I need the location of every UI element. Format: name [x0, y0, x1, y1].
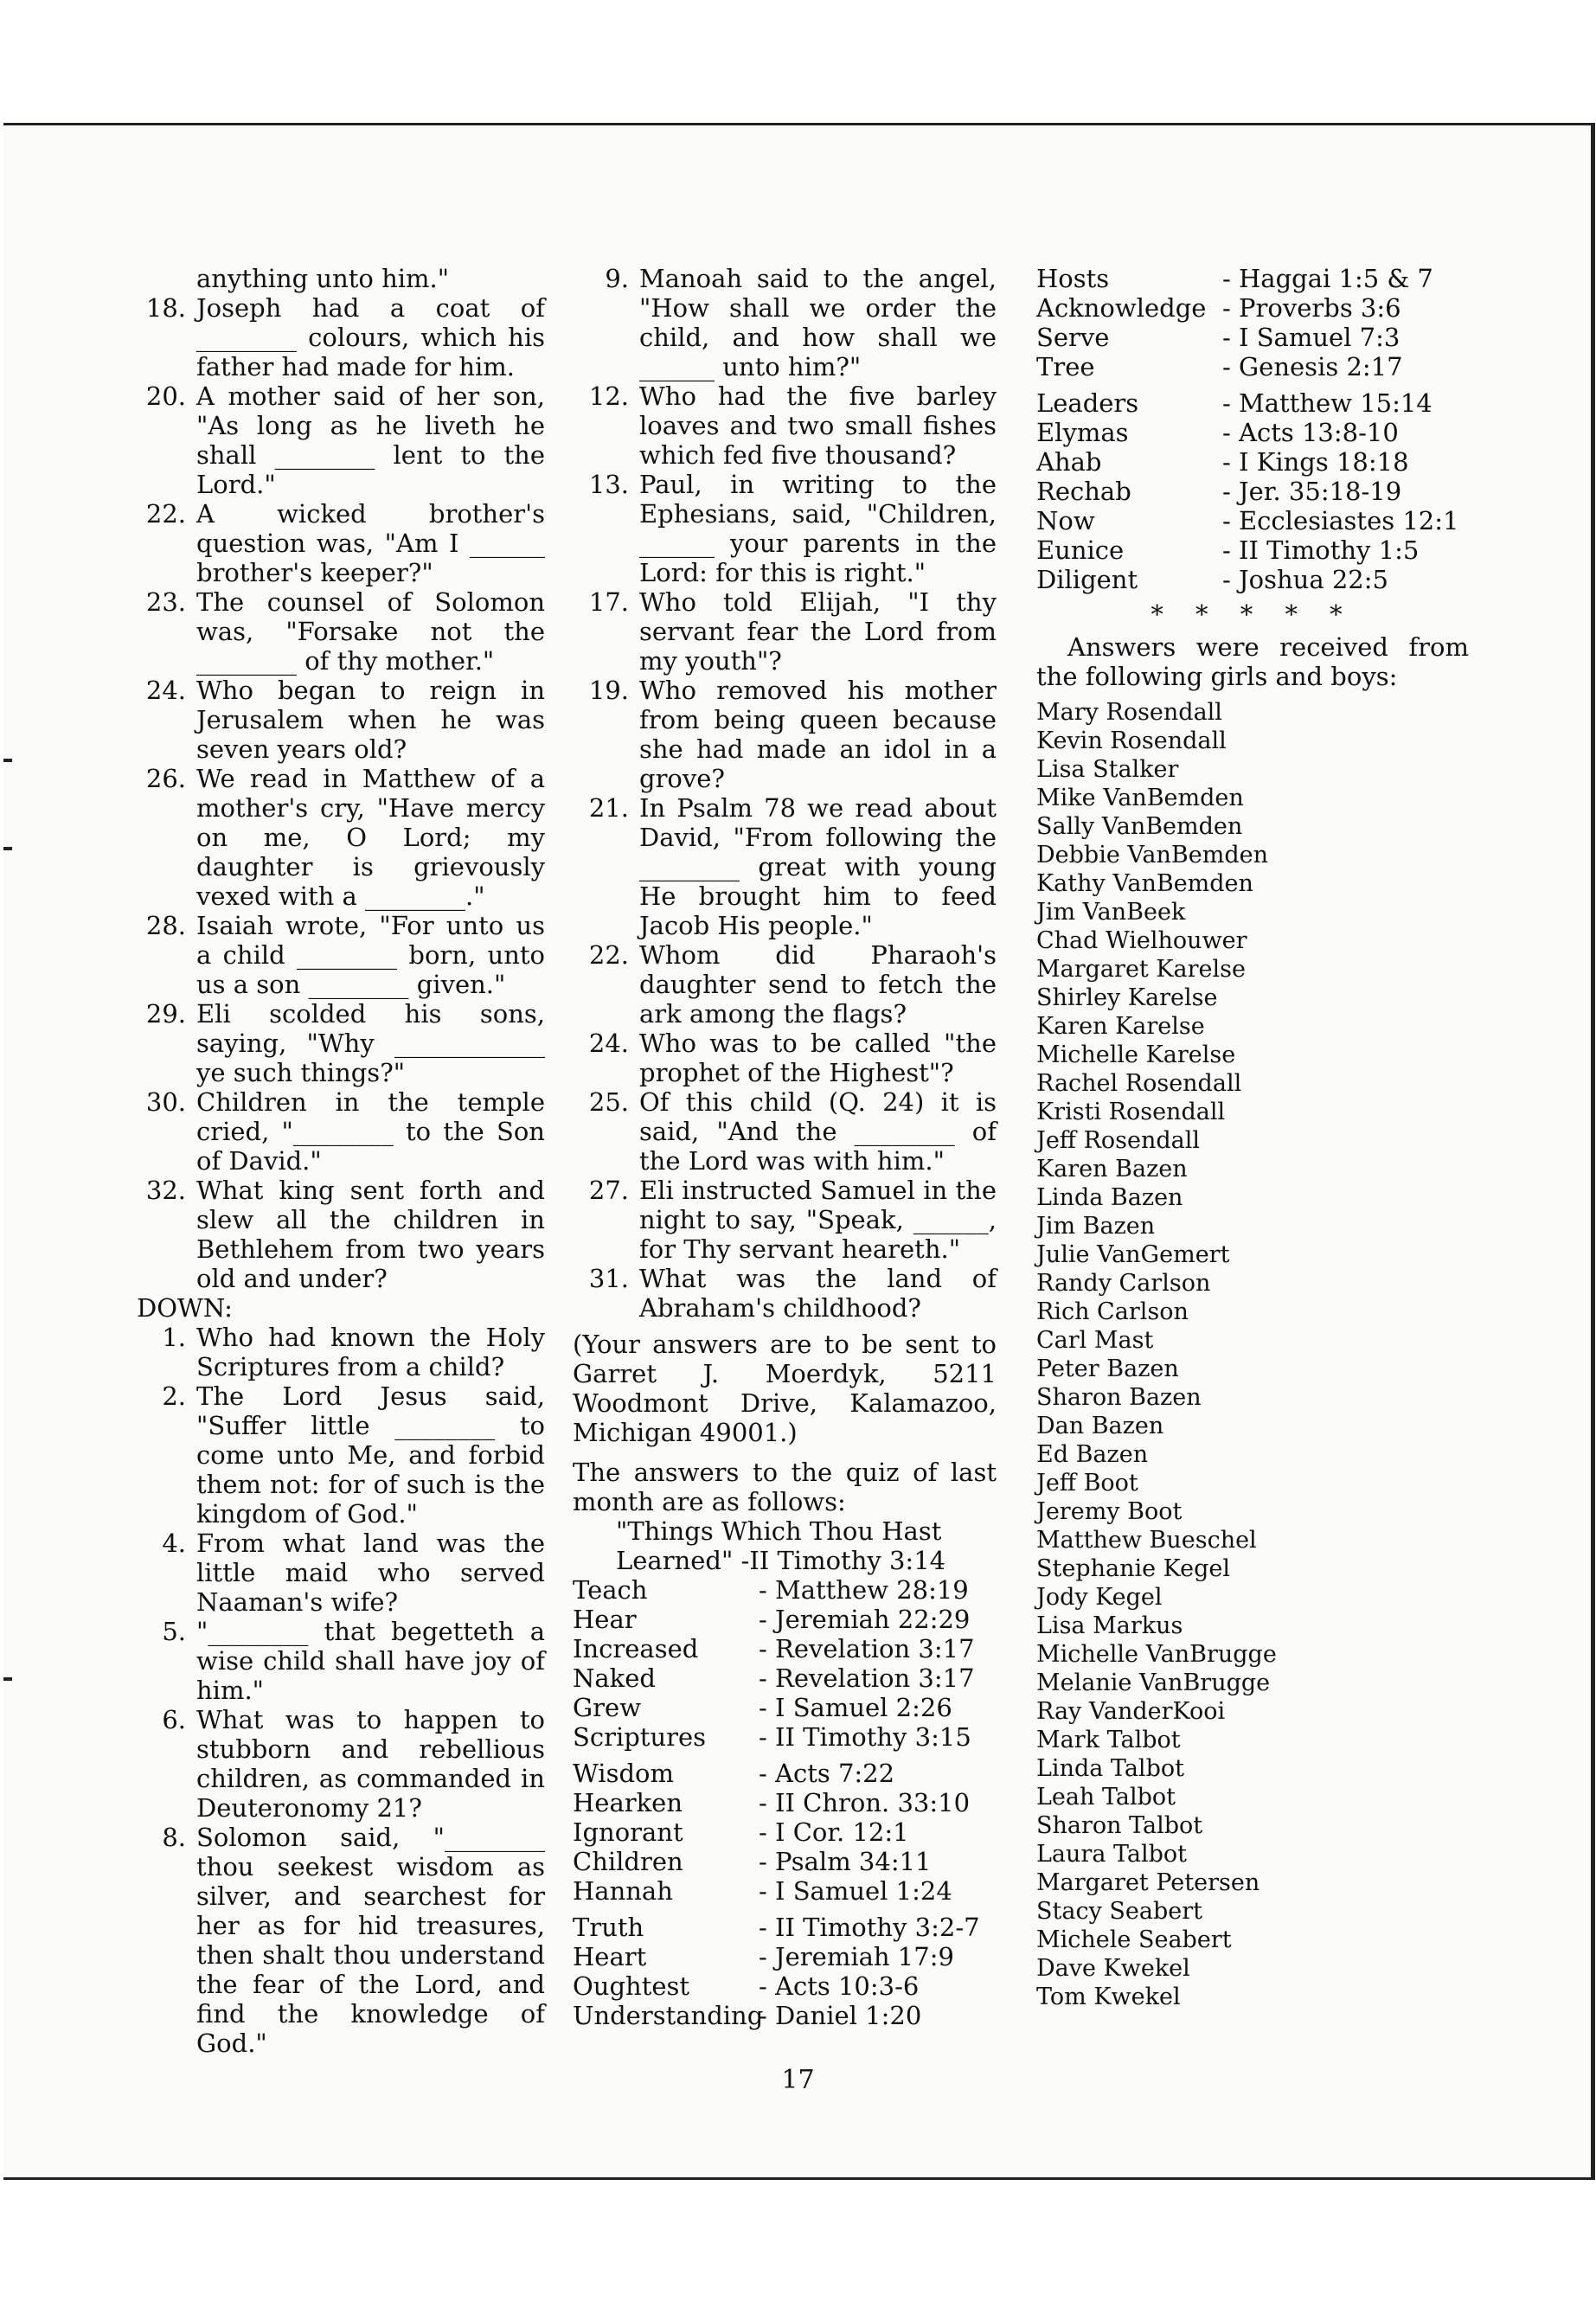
- respondent-name: Lisa Markus: [1036, 1612, 1183, 1639]
- clue-number: 24.: [588, 1029, 629, 1058]
- clue-text: Eli instructed Samuel in the night to say, "Speak, ______, for Thy servant heareth.": [639, 1176, 997, 1264]
- clue: [130, 587, 545, 676]
- answer-word: Serve: [1036, 323, 1110, 352]
- answer-word: Teach: [573, 1575, 648, 1605]
- clue-number: 22.: [588, 940, 629, 970]
- answers-table: [573, 1575, 997, 2030]
- clue-text: Solomon said, "________ thou seekest wisdom as silver, and searchest for her as for hid treasures, then shalt thou understand the fear of the Lord, and find the knowledge of God.": [196, 1823, 545, 2058]
- clue-number: 20.: [145, 381, 186, 411]
- margin-mark: [3, 1677, 12, 1681]
- down-clues-continued: [573, 264, 997, 1323]
- respondent-name: Michele Seabert: [1036, 1926, 1232, 1953]
- answer-reference: - Acts 10:3-6: [759, 1971, 920, 2001]
- clue-number: 5.: [162, 1617, 186, 1646]
- answer-reference: - Joshua 22:5: [1222, 565, 1388, 594]
- answer-reference: - Haggai 1:5 & 7: [1222, 264, 1433, 293]
- across-clues: [130, 293, 545, 1293]
- clue-text: Who had the five barley loaves and two small fishes which fed five thousand?: [639, 381, 997, 470]
- quiz-title: "Things Which Thou Hast Learned" -II Timothy 3:14: [616, 1516, 946, 1575]
- clue: [573, 587, 997, 676]
- answer-reference: - II Chron. 33:10: [759, 1788, 971, 1817]
- column-1: [130, 264, 545, 2058]
- answer-row: [1036, 388, 1469, 418]
- respondent-name: Linda Talbot: [1036, 1755, 1184, 1782]
- answer-word: Acknowledge: [1036, 293, 1207, 323]
- respondents-list: [1036, 698, 1469, 2011]
- down-heading: DOWN:: [137, 1293, 233, 1323]
- group-gap: [573, 1752, 997, 1759]
- respondent-name: Mike VanBemden: [1036, 785, 1244, 811]
- clue-text: Who had known the Holy Scriptures from a child?: [196, 1323, 545, 1381]
- answer-reference: - Revelation 3:17: [759, 1663, 975, 1693]
- answer-word: Leaders: [1036, 388, 1139, 418]
- clue: [130, 764, 545, 911]
- clue-text: Joseph had a coat of ________ colours, which his father had made for him.: [196, 293, 545, 381]
- respondent-name: Jeff Boot: [1036, 1470, 1138, 1497]
- clue: [573, 381, 997, 470]
- clue-number: 1.: [162, 1323, 186, 1352]
- answer-reference: - Daniel 1:20: [759, 2001, 922, 2030]
- answer-row: [1036, 293, 1469, 323]
- answer-row: [573, 1971, 997, 2001]
- clue: [573, 264, 997, 381]
- answer-row: [1036, 264, 1469, 293]
- answer-word: Rechab: [1036, 477, 1131, 506]
- respondent-name: Michelle VanBrugge: [1036, 1641, 1277, 1668]
- clue: [573, 1176, 997, 1264]
- down-clues: [130, 1323, 545, 2058]
- answer-row: [1036, 535, 1469, 565]
- clue-text: Who began to reign in Jerusalem when he was seven years old?: [196, 676, 545, 764]
- answer-row: [573, 1788, 997, 1817]
- answer-row: [573, 1817, 997, 1847]
- respondent-name: Laura Talbot: [1036, 1841, 1188, 1868]
- answer-word: Children: [573, 1847, 683, 1876]
- respondent-name: Debbie VanBemden: [1036, 842, 1268, 868]
- clue-number: 31.: [588, 1264, 629, 1293]
- clue: [130, 381, 545, 499]
- answer-word: Understanding: [573, 2001, 764, 2030]
- answer-reference: - I Cor. 12:1: [759, 1817, 909, 1847]
- respondent-name: Shirley Karelse: [1036, 984, 1218, 1011]
- respondent-name: Leah Talbot: [1036, 1784, 1176, 1811]
- answer-word: Hannah: [573, 1876, 673, 1906]
- clue: [130, 499, 545, 587]
- respondent-name: Sally VanBemden: [1036, 813, 1243, 840]
- answer-row: [573, 1605, 997, 1634]
- clue-number: 6.: [162, 1705, 186, 1734]
- answer-row: [573, 1913, 997, 1942]
- clue-text: Whom did Pharaoh's daughter send to fetch the ark among the flags?: [639, 940, 997, 1029]
- answer-row: [1036, 477, 1469, 506]
- respondent-name: Dave Kwekel: [1036, 1955, 1190, 1982]
- clue: [130, 676, 545, 764]
- answer-row: [1036, 323, 1469, 352]
- answer-reference: - Genesis 2:17: [1222, 352, 1403, 381]
- answer-reference: - Matthew 28:19: [759, 1575, 969, 1605]
- respondent-name: Rachel Rosendall: [1036, 1070, 1242, 1097]
- clue: [573, 676, 997, 793]
- address-note: (Your answers are to be sent to Garret J. Moerdyk, 5211 Woodmont Drive, Kalamazoo, Michigan 49001.): [573, 1330, 997, 1447]
- answer-word: Hear: [573, 1605, 637, 1634]
- respondent-name: Ed Bazen: [1036, 1441, 1149, 1468]
- clue: [130, 293, 545, 381]
- answer-reference: - Matthew 15:14: [1222, 388, 1433, 418]
- respondent-name: Jim VanBeek: [1036, 899, 1186, 926]
- clue-number: 21.: [588, 793, 629, 823]
- answer-row: [573, 1942, 997, 1971]
- clue-text: "________ that begetteth a wise child shall have joy of him.": [196, 1617, 545, 1705]
- clue-text: What was to happen to stubborn and rebellious children, as commanded in Deuteronomy 21?: [196, 1705, 545, 1823]
- respondent-name: Karen Karelse: [1036, 1013, 1205, 1040]
- answer-reference: - II Timothy 1:5: [1222, 535, 1420, 565]
- margin-mark: [3, 847, 12, 850]
- clue: [573, 470, 997, 587]
- respondents-intro: Answers were received from the following girls and boys:: [1036, 632, 1469, 691]
- group-gap: [1036, 381, 1469, 388]
- answer-word: Ignorant: [573, 1817, 683, 1847]
- clue-text: Who was to be called "the prophet of the Highest"?: [639, 1029, 997, 1087]
- respondent-name: Dan Bazen: [1036, 1413, 1164, 1439]
- clue: [573, 793, 997, 940]
- clue: [573, 1087, 997, 1176]
- continued-clue: anything unto him.": [196, 264, 450, 293]
- clue-text: Paul, in writing to the Ephesians, said, "Children, ______ your parents in the Lord: for this is right.": [639, 470, 997, 587]
- clue-number: 24.: [145, 676, 186, 705]
- respondent-name: Margaret Petersen: [1036, 1869, 1260, 1896]
- respondent-name: Randy Carlson: [1036, 1270, 1211, 1297]
- clue-text: Who told Elijah, "I thy servant fear the Lord from my youth"?: [639, 587, 997, 676]
- clue: [130, 1323, 545, 1381]
- answers-table-continued: [1036, 264, 1469, 594]
- clue: [130, 1381, 545, 1529]
- answer-row: [1036, 352, 1469, 381]
- column-3: [1036, 264, 1469, 2011]
- answer-row: [573, 1847, 997, 1876]
- answer-row: [573, 1663, 997, 1693]
- clue-text: What king sent forth and slew all the children in Bethlehem from two years old and under?: [196, 1176, 545, 1293]
- answer-reference: - Jeremiah 22:29: [759, 1605, 971, 1634]
- answer-row: [1036, 418, 1469, 447]
- answer-reference: - Jeremiah 17:9: [759, 1942, 954, 1971]
- answer-row: [1036, 506, 1469, 535]
- answer-word: Eunice: [1036, 535, 1125, 565]
- answer-reference: - Revelation 3:17: [759, 1634, 975, 1663]
- clue-number: 28.: [145, 911, 186, 940]
- clue-number: 32.: [145, 1176, 186, 1205]
- clue: [130, 999, 545, 1087]
- respondent-name: Michelle Karelse: [1036, 1042, 1236, 1068]
- separator-stars: * * * * *: [1151, 599, 1355, 629]
- page-number: 17: [781, 2065, 815, 2095]
- clue: [130, 1087, 545, 1176]
- answer-row: [573, 1693, 997, 1722]
- answer-reference: - I Samuel 7:3: [1222, 323, 1401, 352]
- clue-text: What was the land of Abraham's childhood?: [639, 1264, 997, 1323]
- clue-number: 22.: [145, 499, 186, 529]
- clue: [130, 1823, 545, 2058]
- clue: [130, 1617, 545, 1705]
- clue-text: Isaiah wrote, "For unto us a child ________ born, unto us a son ________ given.": [196, 911, 545, 999]
- respondent-name: Margaret Karelse: [1036, 956, 1246, 983]
- answer-reference: - II Timothy 3:2-7: [759, 1913, 980, 1942]
- answer-word: Hearken: [573, 1788, 683, 1817]
- respondent-name: Stephanie Kegel: [1036, 1555, 1231, 1582]
- clue-number: 29.: [145, 999, 186, 1029]
- answer-word: Increased: [573, 1634, 699, 1663]
- answer-word: Now: [1036, 506, 1095, 535]
- clue: [130, 911, 545, 999]
- respondent-name: Melanie VanBrugge: [1036, 1670, 1271, 1696]
- clue: [130, 1705, 545, 1823]
- clue-number: 18.: [145, 293, 186, 323]
- clue-text: A wicked brother's question was, "Am I ______ brother's keeper?": [196, 499, 545, 587]
- answer-row: [1036, 447, 1469, 477]
- answer-row: [573, 1722, 997, 1752]
- respondent-name: Mary Rosendall: [1036, 699, 1222, 726]
- respondent-name: Karen Bazen: [1036, 1156, 1188, 1183]
- answer-word: Ahab: [1036, 447, 1102, 477]
- clue-text: The counsel of Solomon was, "Forsake not the ________ of thy mother.": [196, 587, 545, 676]
- answer-reference: - Ecclesiastes 12:1: [1222, 506, 1459, 535]
- respondent-name: Sharon Talbot: [1036, 1812, 1203, 1839]
- respondent-name: Peter Bazen: [1036, 1356, 1179, 1382]
- answer-row: [573, 1759, 997, 1788]
- answer-word: Grew: [573, 1693, 642, 1722]
- margin-mark: [3, 759, 12, 762]
- respondent-name: Linda Bazen: [1036, 1184, 1183, 1211]
- respondent-name: Mark Talbot: [1036, 1727, 1181, 1753]
- answers-intro: The answers to the quiz of last month are as follows:: [573, 1458, 997, 1516]
- answer-reference: - Acts 7:22: [759, 1759, 895, 1788]
- answer-reference: - Proverbs 3:6: [1222, 293, 1401, 323]
- clue: [573, 1264, 997, 1323]
- respondent-name: Rich Carlson: [1036, 1298, 1189, 1325]
- answer-reference: - I Samuel 2:26: [759, 1693, 952, 1722]
- clue: [573, 1029, 997, 1087]
- clue: [573, 940, 997, 1029]
- answer-word: Elymas: [1036, 418, 1129, 447]
- clue-text: The Lord Jesus said, "Suffer little ________ to come unto Me, and forbid them not: for of such is the kingdom of God.": [196, 1381, 545, 1529]
- clue-number: 30.: [145, 1087, 186, 1117]
- clue-number: 12.: [588, 381, 629, 411]
- clue-text: In Psalm 78 we read about David, "From following the ________ great with young He brought him to feed Jacob His people.": [639, 793, 997, 940]
- answer-row: [573, 1634, 997, 1663]
- respondent-name: Kathy VanBemden: [1036, 870, 1253, 897]
- respondent-name: Jeremy Boot: [1036, 1498, 1183, 1525]
- respondent-name: Tom Kwekel: [1036, 1984, 1181, 2010]
- clue-number: 9.: [605, 264, 629, 293]
- clue-number: 8.: [162, 1823, 186, 1852]
- answer-reference: - Acts 13:8-10: [1222, 418, 1399, 447]
- answer-reference: - Jer. 35:18-19: [1222, 477, 1402, 506]
- clue-text: Of this child (Q. 24) it is said, "And the ________ of the Lord was with him.": [639, 1087, 997, 1176]
- respondent-name: Chad Wielhouwer: [1036, 927, 1247, 954]
- clue-number: 27.: [588, 1176, 629, 1205]
- answer-word: Oughtest: [573, 1971, 690, 2001]
- respondent-name: Kristi Rosendall: [1036, 1099, 1226, 1125]
- clue-text: From what land was the little maid who served Naaman's wife?: [196, 1529, 545, 1617]
- answer-word: Wisdom: [573, 1759, 674, 1788]
- clue-number: 17.: [588, 587, 629, 617]
- clue-text: Who removed his mother from being queen because she had made an idol in a grove?: [639, 676, 997, 793]
- clue-number: 26.: [145, 764, 186, 793]
- answer-reference: - Psalm 34:11: [759, 1847, 932, 1876]
- respondent-name: Carl Mast: [1036, 1327, 1154, 1354]
- respondent-name: Ray VanderKooi: [1036, 1698, 1226, 1725]
- clue-number: 25.: [588, 1087, 629, 1117]
- respondent-name: Lisa Stalker: [1036, 756, 1179, 783]
- group-gap: [573, 1906, 997, 1913]
- answer-row: [1036, 565, 1469, 594]
- clue-text: Manoah said to the angel, "How shall we order the child, and how shall we ______ unto him?": [639, 264, 997, 381]
- clue-number: 4.: [162, 1529, 186, 1558]
- answer-reference: - I Kings 18:18: [1222, 447, 1409, 477]
- answer-word: Hosts: [1036, 264, 1110, 293]
- answer-row: [573, 1876, 997, 1906]
- clue-number: 2.: [162, 1381, 186, 1411]
- answer-word: Naked: [573, 1663, 656, 1693]
- clue-number: 13.: [588, 470, 629, 499]
- answer-word: Scriptures: [573, 1722, 707, 1752]
- respondent-name: Stacy Seabert: [1036, 1898, 1202, 1925]
- respondent-name: Matthew Bueschel: [1036, 1527, 1257, 1554]
- answer-row: [573, 1575, 997, 1605]
- answer-reference: - I Samuel 1:24: [759, 1876, 952, 1906]
- respondent-name: Jody Kegel: [1036, 1584, 1163, 1611]
- column-2: [573, 264, 997, 2030]
- respondent-name: Kevin Rosendall: [1036, 727, 1227, 754]
- answer-row: [573, 2001, 997, 2030]
- respondent-name: Jeff Rosendall: [1036, 1127, 1201, 1154]
- clue-number: 23.: [145, 587, 186, 617]
- answer-word: Heart: [573, 1942, 647, 1971]
- clue-number: 19.: [588, 676, 629, 705]
- clue: [130, 1176, 545, 1293]
- clue-text: We read in Matthew of a mother's cry, "Have mercy on me, O Lord; my daughter is grievously vexed with a ________.": [196, 764, 545, 911]
- respondent-name: Sharon Bazen: [1036, 1384, 1202, 1411]
- answer-word: Truth: [573, 1913, 644, 1942]
- answer-reference: - II Timothy 3:15: [759, 1722, 971, 1752]
- clue-text: Eli scolded his sons, saying, "Why ____________ ye such things?": [196, 999, 545, 1087]
- answer-word: Diligent: [1036, 565, 1138, 594]
- clue-text: Children in the temple cried, "________ to the Son of David.": [196, 1087, 545, 1176]
- answer-word: Tree: [1036, 352, 1095, 381]
- clue: [130, 1529, 545, 1617]
- respondent-name: Julie VanGemert: [1036, 1241, 1230, 1268]
- respondent-name: Jim Bazen: [1036, 1213, 1156, 1240]
- clue-text: A mother said of her son, "As long as he liveth he shall ________ lent to the Lord.": [196, 381, 545, 499]
